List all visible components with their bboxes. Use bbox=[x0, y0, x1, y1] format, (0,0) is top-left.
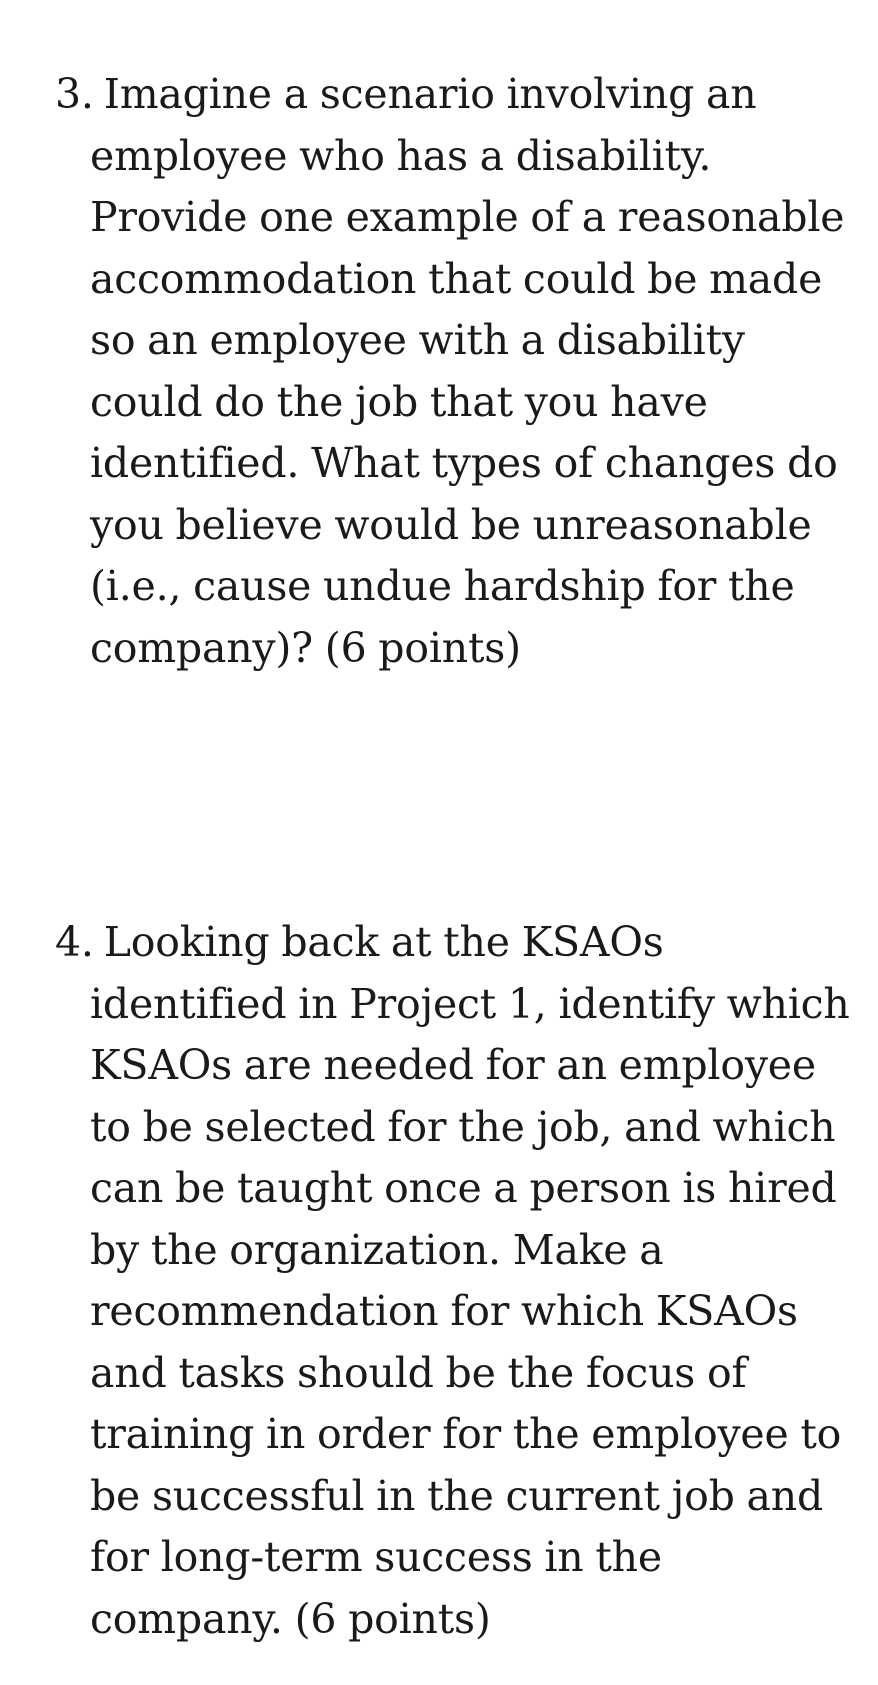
question-4-number: 4. bbox=[55, 918, 94, 966]
question-4-line-5: can be taught once a person is hired bbox=[90, 1164, 837, 1212]
question-4-line-4: to be selected for the job, and which bbox=[90, 1102, 836, 1151]
question-4-line-1: 4. Looking back at the KSAOs bbox=[55, 918, 664, 966]
question-4-line-10: be successful in the current job and bbox=[90, 1471, 824, 1520]
question-3 bbox=[55, 64, 865, 679]
question-3-line-1: 3. Imagine a scenario involving an bbox=[55, 70, 757, 118]
question-4-line-11: for long-term success in the bbox=[90, 1533, 662, 1581]
question-4-line-7: recommendation for which KSAOs bbox=[90, 1287, 798, 1335]
question-4-line-3: KSAOs are needed for an employee bbox=[90, 1041, 816, 1089]
question-3-line-6: could do the job that you have bbox=[90, 377, 708, 426]
question-4 bbox=[55, 912, 865, 1650]
question-3-line-8: you believe would be unreasonable bbox=[90, 500, 812, 549]
question-3-line-4: accommodation that could be made bbox=[90, 254, 823, 303]
question-4-line-12: company. (6 points) bbox=[90, 1594, 491, 1643]
question-4-line-2: identified in Project 1, identify which bbox=[90, 979, 850, 1028]
question-3-line-9: (i.e., cause undue hardship for the bbox=[90, 562, 795, 610]
question-3-line-2: employee who has a disability. bbox=[90, 131, 712, 180]
question-3-line-7: identified. What types of changes do bbox=[90, 439, 838, 487]
question-3-line-10: company)? (6 points) bbox=[90, 623, 521, 672]
question-4-line-9: training in order for the employee to bbox=[90, 1410, 842, 1458]
question-3-line-3: Provide one example of a reasonable bbox=[90, 193, 845, 241]
question-4-line-6: by the organization. Make a bbox=[90, 1225, 664, 1274]
question-3-line-5: so an employee with a disability bbox=[90, 316, 745, 364]
question-4-line-8: and tasks should be the focus of bbox=[90, 1348, 747, 1397]
question-3-number: 3. bbox=[55, 70, 94, 118]
